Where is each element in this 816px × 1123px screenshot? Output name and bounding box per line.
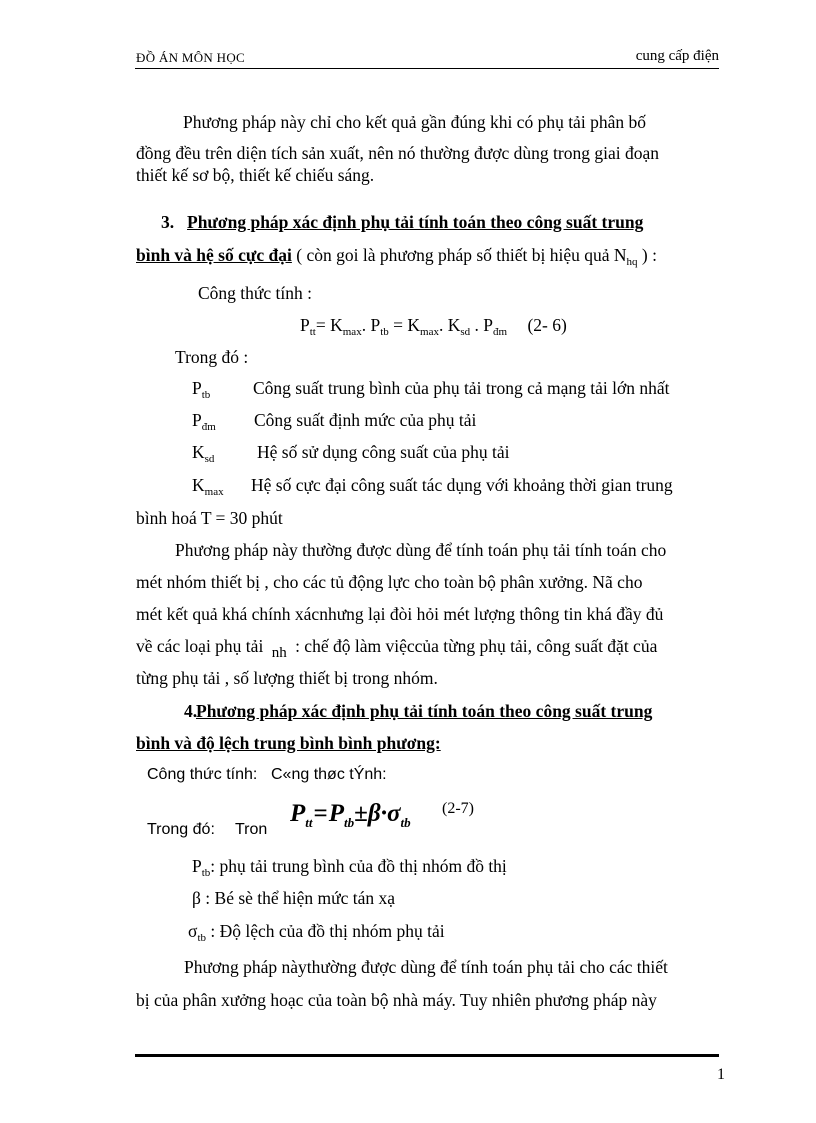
section3-where: Trong đó : xyxy=(175,347,249,367)
section4-number: 4. xyxy=(184,701,198,721)
section3-title-line2: bình và hệ số cực đại xyxy=(136,245,292,265)
para1-line2: đồng đều trên diện tích sản xuất, nên nó thường được dùng trong giai đoạn xyxy=(136,143,660,163)
def-ksd-symbol: $K_{sd}$ xyxy=(192,442,215,465)
page-number: 1 xyxy=(717,1066,725,1083)
section3-note-sub: hq xyxy=(626,256,638,268)
section4-where: Trong đó: xyxy=(147,821,215,838)
formula-2-6: $P_{tt}= K_{max}$. $P_{tb} = K_{max}$. $K_{sd}$ . $P_{đm}$ (2- 6) xyxy=(300,315,567,338)
def-pdm-text: Công suất định mức của phụ tải xyxy=(254,410,477,430)
formula-2-6-number: (2- 6) xyxy=(527,315,567,335)
section4-where-glitch: Tron xyxy=(235,821,268,838)
footer-rule xyxy=(135,1054,719,1057)
section3-note-end: ) : xyxy=(641,245,657,265)
section4-title-line1: Phương pháp xác định phụ tải tính toán theo công suất trung xyxy=(196,701,653,721)
formula-2-7: $P_{tt}=P_{tb}\pm\beta\cdot\sigma_{tb}$ xyxy=(290,800,411,830)
section3-para-line3: mét kết quả khá chính xácnhưng lại đòi hỏi mét lượng thông tin khá đầy đủ xyxy=(136,604,664,624)
para1-line1: Phương pháp này chỉ cho kết quả gần đúng khi có phụ tải phân bố xyxy=(183,112,646,132)
section4-para-line2: bị của phân xưởng hoạc của toàn bộ nhà máy. Tuy nhiên phương pháp này xyxy=(136,990,657,1010)
section3-number: 3. xyxy=(161,212,175,232)
def-ksd-text: Hệ số sử dụng công suất của phụ tải xyxy=(257,442,510,462)
section3-para-line2: mét nhóm thiết bị , cho các tủ động lực cho toàn bộ phân xưởng. Nã cho xyxy=(136,572,643,592)
section4-para-line1: Phương pháp nàythường được dùng để tính toán phụ tải cho các thiết xyxy=(184,957,668,977)
section3-para-line1: Phương pháp này thường được dùng để tính toán phụ tải tính toán cho xyxy=(175,540,667,560)
header-right: cung cấp điện xyxy=(635,48,719,64)
header-left: ĐỒ ÁN MÔN HỌC xyxy=(136,50,245,65)
section3-title-line1: Phương pháp xác định phụ tải tính toán theo công suất trung xyxy=(187,212,644,232)
def4-ptb: $P_{tb}$: phụ tải trung bình của đồ thị nhóm đồ thị xyxy=(192,856,507,879)
def-kmax-cont: bình hoá T = 30 phút xyxy=(136,508,283,528)
def-kmax-symbol: $K_{max}$ xyxy=(192,475,224,498)
formula-2-7-number: (2-7) xyxy=(442,800,474,817)
section3-para-line5: từng phụ tải , số lượng thiết bị trong nhóm. xyxy=(136,668,438,688)
def-ptb-text: Công suất trung bình của phụ tải trong cả mạng tải lớn nhất xyxy=(253,378,670,398)
section3-note: ( còn goi là phương pháp số thiết bị hiệu quả N xyxy=(296,245,627,265)
def-ptb-symbol: $P_{tb}$ xyxy=(192,378,211,401)
def4-sigma: $\sigma_{tb}$ : Độ lệch của đồ thị nhóm phụ tải xyxy=(188,921,445,944)
def-kmax-text: Hệ số cực đại công suất tác dụng với khoảng thời gian trung xyxy=(251,475,673,495)
header-rule xyxy=(135,68,719,69)
para1-line3: thiết kế sơ bộ, thiết kế chiếu sáng. xyxy=(136,165,375,185)
section4-formula-label: Công thức tính: xyxy=(147,766,258,783)
section3-title-line2-row xyxy=(136,245,657,268)
section4-formula-label-glitch: C«ng thøc tÝnh: xyxy=(271,766,387,783)
def4-beta: β : Bé sè thể hiện mức tán xạ xyxy=(192,888,396,908)
section4-title-line2: bình và độ lệch trung bình bình phương: xyxy=(136,733,441,753)
section3-para-line4: về các loại phụ tải nh : chế độ làm việccủa từng phụ tải, công suất đặt của xyxy=(136,636,658,661)
def-pdm-symbol: $P_{đm}$ xyxy=(192,410,216,433)
section3-formula-label: Công thức tính : xyxy=(198,283,312,303)
